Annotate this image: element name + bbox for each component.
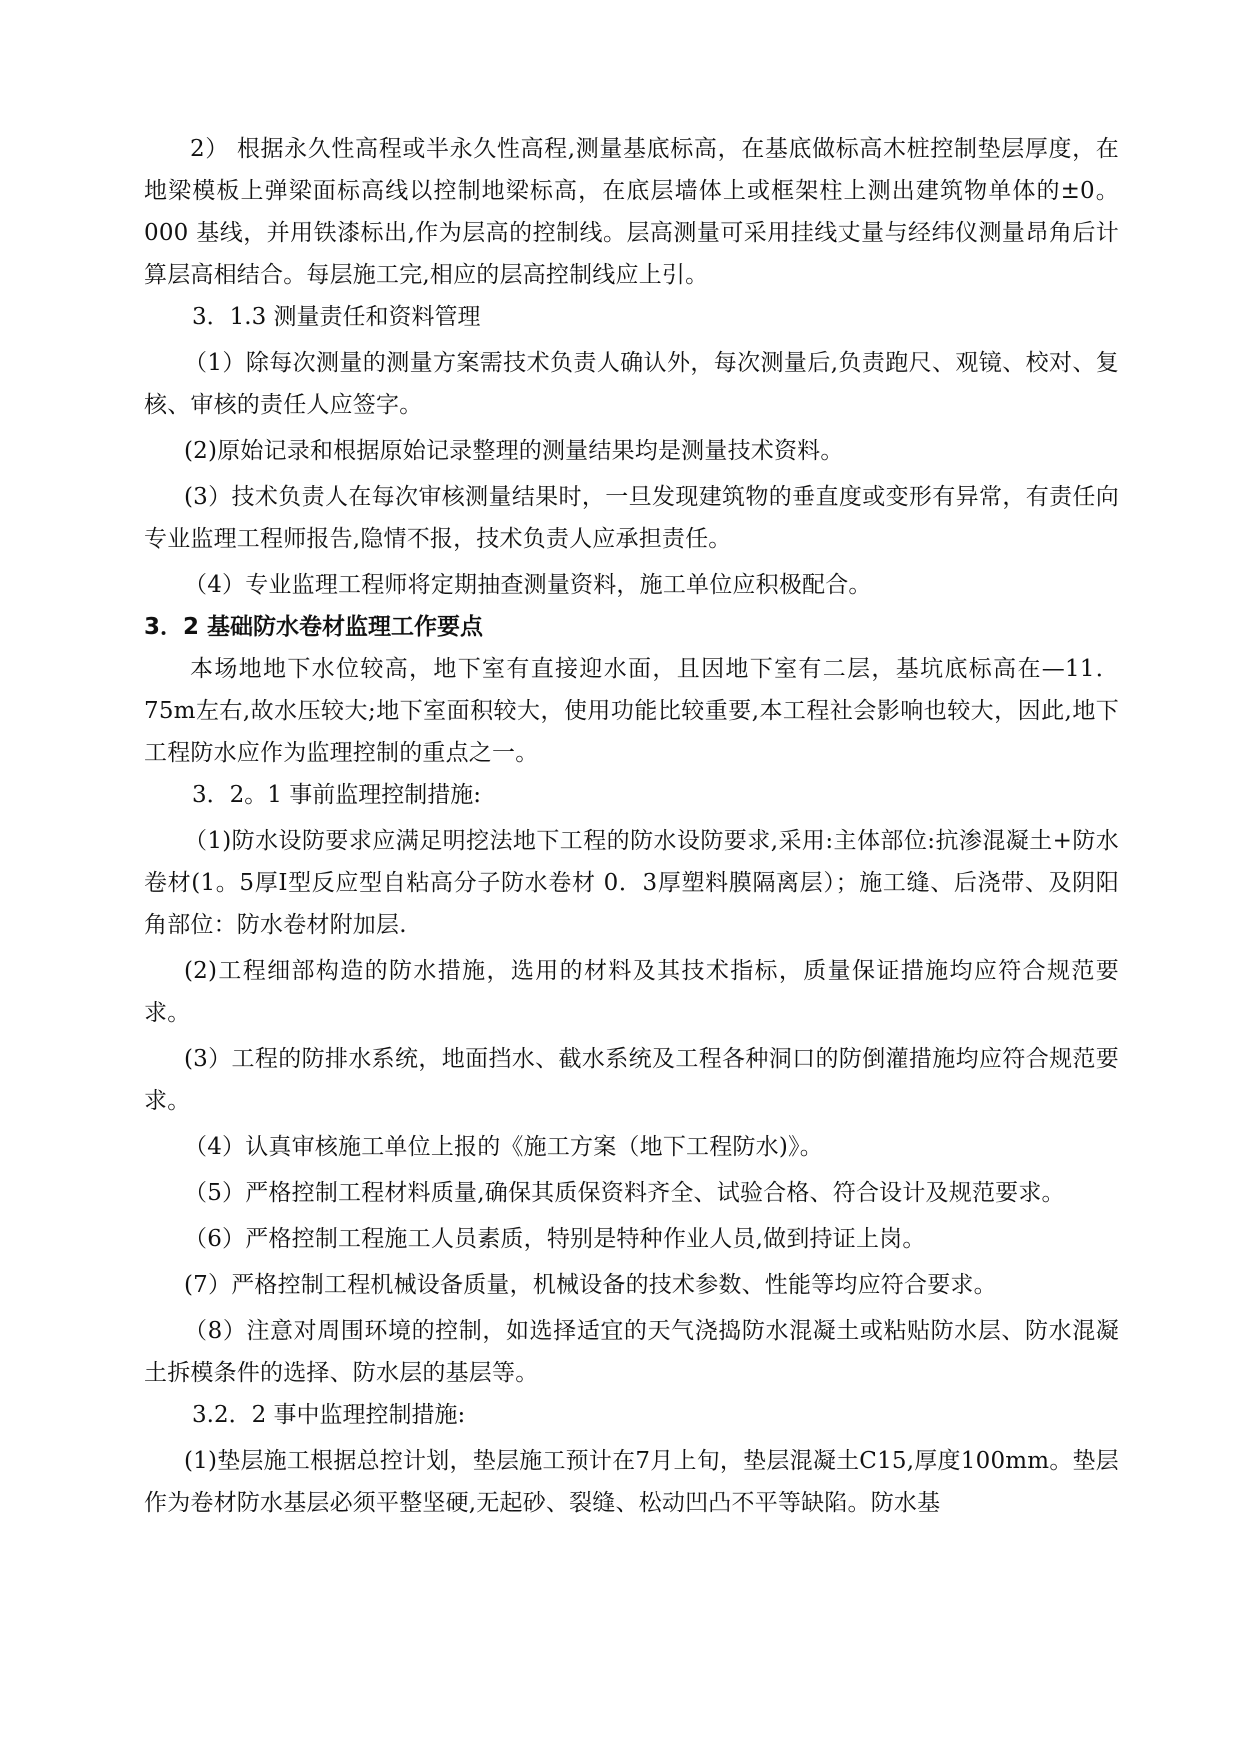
paragraph-survey-signoff: （1）除每次测量的测量方案需技术负责人确认外，每次测量后,负责跑尺、观镜、校对、复核、审核的责任人应签字。 — [144, 350, 1119, 418]
paragraph-periodic-review: （4）专业监理工程师将定期抽查测量资料，施工单位应积极配合。 — [184, 572, 872, 598]
paragraph-original-records: (2)原始记录和根据原始记录整理的测量结果均是测量技术资料。 — [184, 438, 844, 464]
document-body — [144, 128, 1119, 1524]
paragraph-plan-review: （4）认真审核施工单位上报的《施工方案（地下工程防水)》。 — [184, 1134, 823, 1160]
paragraph-environment-control: （8）注意对周围环境的控制，如选择适宜的天气浇捣防水混凝土或粘贴防水层、防水混凝土拆模条件的选择、防水层的基层等。 — [144, 1318, 1119, 1386]
heading-3-2-1: 3．2。1 事前监理控制措施: — [192, 782, 481, 808]
paragraph-material-quality: （5）严格控制工程材料质量,确保其质保资料齐全、试验合格、符合设计及规范要求。 — [184, 1180, 1065, 1206]
heading-3-2-2: 3.2．2 事中监理控制措施: — [192, 1402, 466, 1428]
paragraph-drainage-system: (3）工程的防排水系统，地面挡水、截水系统及工程各种洞口的防倒灌措施均应符合规范要求。 — [144, 1046, 1119, 1114]
paragraph-waterproof-design: （1)防水设防要求应满足明挖法地下工程的防水设防要求,采用:主体部位:抗渗混凝土+防水卷材(1。5厚Ⅰ型反应型自粘高分子防水卷材 0．3厚塑料膜隔离层）；施工缝、后浇带、及阴阳角部位：防水卷材附加层. — [144, 828, 1119, 938]
paragraph-cushion-construction: (1)垫层施工根据总控计划，垫层施工预计在7月上旬，垫层混凝土C15,厚度100mm。垫层作为卷材防水基层必须平整坚硬,无起砂、裂缝、松动凹凸不平等缺陷。防水基 — [144, 1448, 1119, 1516]
paragraph-detail-construction: (2)工程细部构造的防水措施，选用的材料及其技术指标，质量保证措施均应符合规范要求。 — [144, 958, 1119, 1026]
paragraph-personnel-quality: （6）严格控制工程施工人员素质，特别是特种作业人员,做到持证上岗。 — [184, 1226, 926, 1252]
heading-3-1-3: 3．1.3 测量责任和资料管理 — [192, 304, 481, 330]
paragraph-technical-lead-duty: (3）技术负责人在每次审核测量结果时，一旦发现建筑物的垂直度或变形有异常，有责任向专业监理工程师报告,隐情不报，技术负责人应承担责任。 — [144, 484, 1119, 552]
paragraph-equipment-quality: (7）严格控制工程机械设备质量，机械设备的技术参数、性能等均应符合要求。 — [184, 1272, 997, 1298]
heading-3-2: 3．2 基础防水卷材监理工作要点 — [144, 614, 484, 640]
paragraph-elevation-control: 2） 根据永久性高程或半永久性高程,测量基底标高，在基底做标高木桩控制垫层厚度，在地梁模板上弹梁面标高线以控制地梁标高，在底层墙体上或框架柱上测出建筑物单体的±0。000 基线，并用铁漆标出,作为层高的控制线。层高测量可采用挂线丈量与经纬仪测量昂角后计算层高相结合。每层施工完,相应的层高控制线应上引。 — [144, 136, 1119, 288]
paragraph-site-groundwater: 本场地地下水位较高，地下室有直接迎水面，且因地下室有二层，基坑底标高在—11．75m左右,故水压较大;地下室面积较大，使用功能比较重要,本工程社会影响也较大，因此,地下工程防水应作为监理控制的重点之一。 — [144, 656, 1119, 766]
